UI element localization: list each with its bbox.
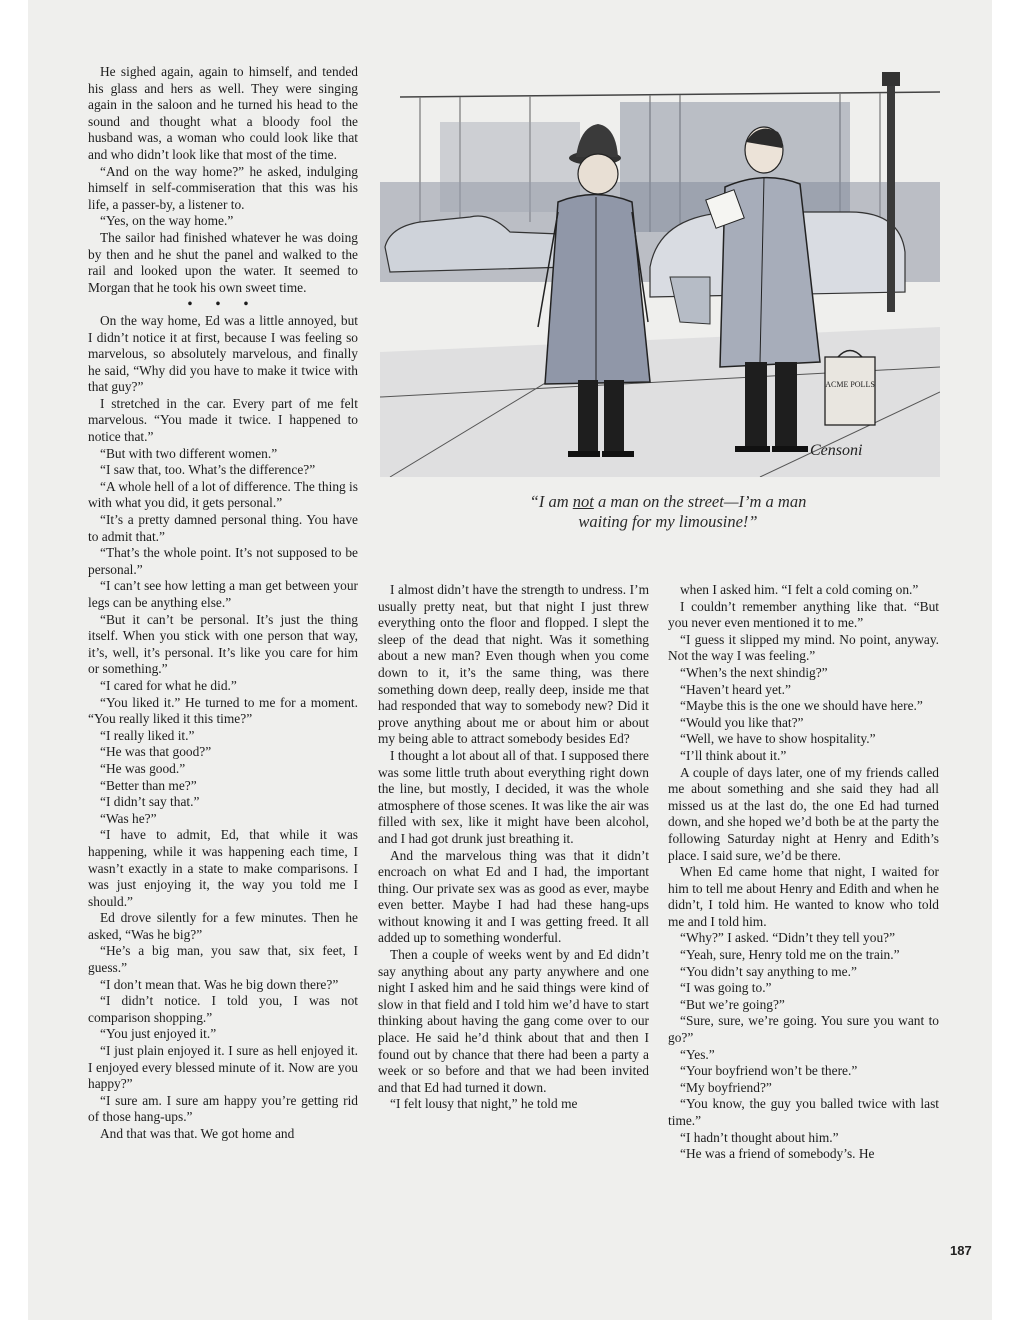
paragraph: “I can’t see how letting a man get between your legs can be anything else.”: [88, 578, 358, 610]
paragraph: “Was he?”: [100, 810, 157, 826]
paragraph: I almost didn’t have the strength to undress. I’m usually pretty neat, but that night I just threw everything onto the floor and flopped. I slept the sleep of the dead that night. Was it something about a new man? Even though when you come down to it, it’s the same thing, was there something down deep, really deep, inside me that had responded that way to somebody new? Did it prove anything about me or about him or about my being able to attract somebody besides Ed?: [378, 582, 649, 747]
paragraph: “But with two different women.”: [100, 445, 278, 461]
paragraph: Then a couple of weeks went by and Ed didn’t say anything about any party anywhere and one night I asked him and he said things were kind of slow in that field and I told him we’d have to start thinking about having the gang come over to our place. He said he’d think about that and then I found out by chance that there had been a party a week or so before and that we had been invited and that Ed had turned it down.: [378, 947, 649, 1095]
paragraph: “You didn’t say anything to me.”: [680, 963, 857, 979]
paragraph: “He was good.”: [100, 760, 186, 776]
paragraph: “A whole hell of a lot of difference. The thing is with what you did, it gets personal.”: [88, 478, 358, 511]
paragraph: I couldn’t remember anything like that. “But you never even mentioned it to me.”: [668, 598, 939, 631]
paragraph: “And on the way home?” he asked, indulging himself in self-commiseration that this was his life, a passer-by, a listener to.: [88, 163, 358, 212]
paragraph: And that was that. We got home and: [100, 1126, 295, 1141]
paragraph: “You just enjoyed it.”: [100, 1026, 217, 1042]
paragraph: He sighed again, again to himself, and tended his glass and hers as well. They were singing again in the saloon and he turned his head to the sound and thought what a bloody fool the husband was, a woman who could look like that and who didn’t look like that most of the time.: [88, 64, 358, 162]
paragraph: “Sure, sure, we’re going. You sure you want to go?”: [668, 1013, 939, 1046]
paragraph: “Why?” I asked. “Didn’t they tell you?”: [680, 930, 896, 946]
cartoon-caption: [458, 492, 878, 532]
paragraph: “I really liked it.”: [100, 727, 195, 743]
paragraph: “That’s the whole point. It’s not supposed to be personal.”: [88, 545, 358, 577]
briefcase-label: ACME POLLS: [825, 380, 875, 389]
paragraph: When Ed came home that night, I waited for him to tell me about Henry and Edith and when he didn’t, I told him. He wanted to know who told me and I told him.: [668, 864, 939, 929]
paragraph: “But we’re going?”: [680, 996, 785, 1012]
paragraph: “Would you like that?”: [680, 714, 804, 730]
text-column-right: [668, 582, 939, 1163]
paragraph: “I guess it slipped my mind. No point, anyway. Not the way I was feeling.”: [668, 631, 939, 664]
paragraph: “I didn’t say that.”: [100, 794, 200, 810]
paragraph: A couple of days later, one of my friends called me about something and she said they had all missed us at the last do, the one Ed had turned down, and she hoped we’d both be at the party the following Saturday night at Henry and Edith’s place. I said sure, we’d be there.: [668, 764, 939, 863]
text-column-middle: [378, 582, 649, 1113]
paragraph: “I just plain enjoyed it. I sure as hell enjoyed it. I enjoyed every blessed minute of it. Now are you happy?”: [88, 1043, 358, 1092]
magazine-page: [28, 0, 992, 1320]
paragraph: “I’ll think about it.”: [680, 747, 787, 763]
paragraph: And the marvelous thing was that it didn’t encroach on what Ed and I had, the important thing. Our private sex was as good as ever, maybe even better. Maybe I had had these hang-ups without knowing it and I was getting freed. It all added up to something wonderful.: [378, 847, 649, 946]
paragraph: “Well, we have to show hospitality.”: [680, 731, 876, 747]
paragraph: “Yes.”: [680, 1046, 715, 1062]
paragraph: “I sure am. I sure am happy you’re getting rid of those hang-ups.”: [88, 1092, 358, 1125]
paragraph: “He was that good?”: [100, 744, 212, 760]
cartoon-illustration: [380, 62, 940, 477]
paragraph: “Yes, on the way home.”: [100, 213, 234, 229]
paragraph: “Better than me?”: [100, 777, 197, 793]
paragraph: “You know, the guy you balled twice with last time.”: [668, 1096, 939, 1128]
paragraph: “I didn’t notice. I told you, I was not comparison shopping.”: [88, 993, 358, 1025]
paragraph: “I was going to.”: [680, 980, 772, 996]
paragraph: “He was a friend of somebody’s. He: [680, 1146, 875, 1162]
artist-signature: Censoni: [810, 442, 863, 459]
paragraph: “Your boyfriend won’t be there.”: [680, 1063, 858, 1079]
paragraph: Ed drove silently for a few minutes. Then he asked, “Was he big?”: [88, 910, 358, 942]
paragraph: “I hadn’t thought about him.”: [680, 1129, 839, 1145]
paragraph: The sailor had finished whatever he was doing by then and he shut the panel and walked to the rail and looked upon the water. It seemed to Morgan that he took his own sweet time.: [88, 229, 358, 295]
paragraph: “When’s the next shindig?”: [680, 664, 828, 680]
paragraph: “Maybe this is the one we should have here.”: [680, 698, 923, 714]
caption-part-1: “I am: [529, 492, 573, 511]
paragraph: “He’s a big man, you saw that, six feet, I guess.”: [88, 943, 358, 976]
paragraph: “I have to admit, Ed, that while it was happening, while it was happening each time, I wasn’t exactly in a state to make comparisons. I was just enjoying it, the way you told me I should.”: [88, 827, 358, 909]
text-column-left: [88, 64, 358, 1143]
paragraph: when I asked him. “I felt a cold coming on.”: [680, 582, 919, 597]
paragraph: “You liked it.” He turned to me for a moment. “You really liked it this time?”: [88, 694, 358, 727]
paragraph: “I felt lousy that night,” he told me: [390, 1096, 578, 1112]
paragraph: “It’s a pretty damned personal thing. You have to admit that.”: [88, 512, 358, 544]
paragraph: “I saw that, too. What’s the difference?”: [100, 462, 316, 478]
paragraph: “I cared for what he did.”: [100, 677, 237, 693]
caption-part-2: a man on the street—I’m a man: [593, 492, 807, 511]
paragraph: “Haven’t heard yet.”: [680, 681, 791, 697]
caption-underlined-word: not: [572, 492, 594, 511]
caption-line-1: [458, 492, 878, 512]
paragraph: “Yeah, sure, Henry told me on the train.”: [680, 947, 900, 963]
section-break: • • •: [187, 296, 259, 312]
paragraph: “My boyfriend?”: [680, 1079, 772, 1095]
paragraph: “But it can’t be personal. It’s just the thing itself. When you stick with one person that way, it’s, well, it’s personal. It’s like you care for him or something.”: [88, 611, 358, 677]
paragraph: On the way home, Ed was a little annoyed, but I didn’t notice it at first, because I was feeling so marvelous, so absolutely marvelous, and finally he said, “Why did you have to make it twice with that guy?”: [88, 312, 358, 395]
caption-line-2: waiting for my limousine!”: [578, 512, 758, 531]
page-number: 187: [950, 1243, 972, 1258]
paragraph: I stretched in the car. Every part of me felt marvelous. “You made it twice. I happened to notice that.”: [88, 395, 358, 445]
paragraph: “I don’t mean that. Was he big down there?”: [100, 976, 339, 992]
paragraph: I thought a lot about all of that. I supposed there was some little truth about everything right down the line, but mostly, I decided, it was the whole atmosphere of those scenes. It was like the air was filled with sex, like it might have been alcohol, and I had got drunk just breathing it.: [378, 747, 649, 846]
